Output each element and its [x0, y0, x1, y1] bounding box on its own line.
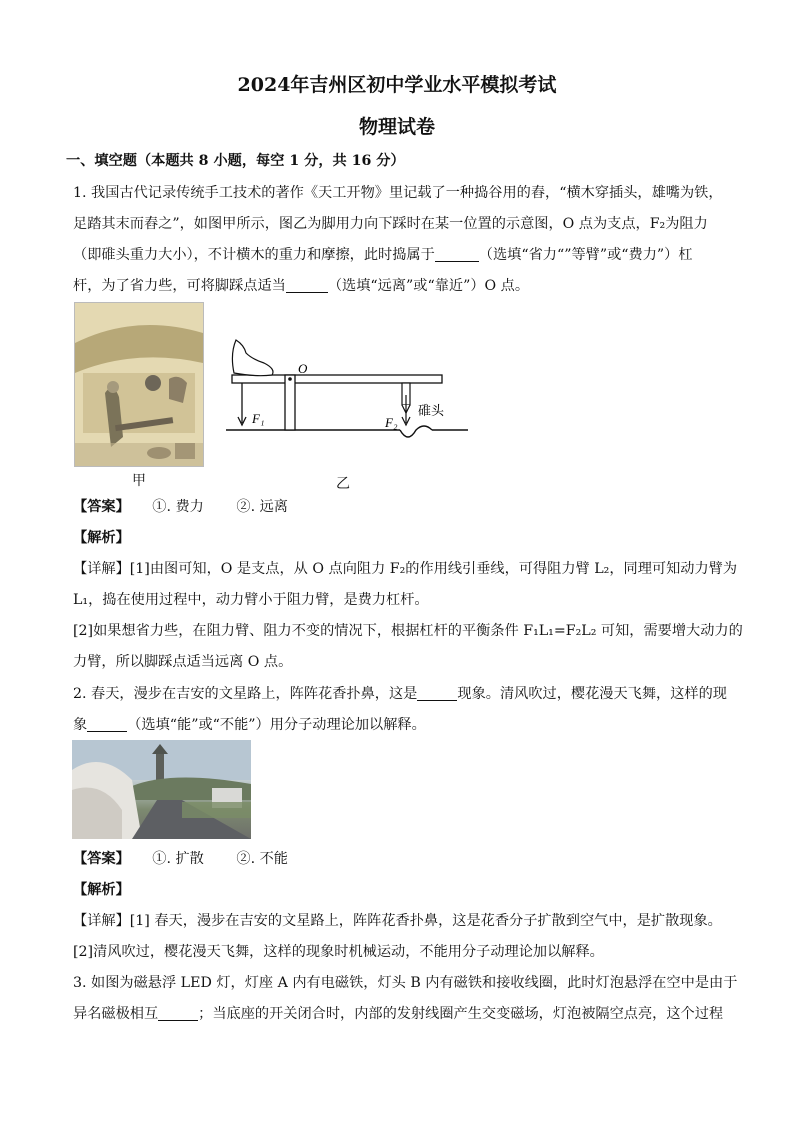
q3-line2-b: ；当底座的开关闭合时，内部的发射线圈产生交变磁场，灯泡被隔空点亮，这个过程	[198, 1006, 724, 1022]
q2-analysis-tag: 【解析】	[73, 882, 130, 898]
q2-line1-b: 现象。清风吹过，樱花漫天飞舞，这样的现	[457, 686, 727, 702]
mortar-pit	[400, 426, 432, 437]
figure-jia-illustration	[74, 302, 204, 467]
page-title: 2024年吉州区初中学业水平模拟考试	[237, 74, 557, 96]
q2-line2-a: 象	[73, 717, 88, 733]
q3-line2-a: 异名磁极相互	[73, 1006, 159, 1022]
q1-answer-1: ①. 费力	[152, 499, 204, 515]
section-heading: 一、填空题（本题共 8 小题，每空 1 分，共 16 分）	[66, 153, 405, 169]
q1-line3-b: （选填“省力“”等臂”或“费力”）杠	[478, 247, 693, 263]
q1-detail-2: L₁，捣在使用过程中，动力臂小于阻力臂，是费力杠杆。	[73, 592, 429, 608]
q1-line3	[73, 244, 693, 264]
foot-shape	[232, 340, 273, 376]
label-hammer: 碓头	[418, 403, 445, 418]
figure-yi-lever-diagram	[222, 335, 472, 440]
figure-street-photo	[72, 740, 251, 839]
q2-blank2[interactable]	[87, 717, 127, 732]
q3-line1: 3. 如图为磁悬浮 LED 灯，灯座 A 内有电磁铁，灯头 B 内有磁铁和接收线圈，此时灯泡悬浮在空中是由于	[73, 975, 738, 991]
q1-detail-1: 【详解】[1]由图可知，O 是支点，从 O 点向阻力 F₂的作用线引垂线，可得阻力臂 L₂，同理可知动力臂为	[73, 561, 738, 577]
q1-line4-a: 杆，为了省力些，可将脚踩点适当	[73, 278, 286, 294]
q2-line2-b: （选填“能”或“不能”）用分子动理论加以解释。	[127, 717, 426, 733]
q1-blank1[interactable]	[435, 247, 479, 262]
label-O: O	[298, 361, 308, 376]
q1-line3-a: （即碓头重力大小），不计横木的重力和摩擦，此时捣属于	[73, 247, 435, 263]
label-F1: F₁	[252, 411, 265, 426]
q2-answer-1: ①. 扩散	[152, 851, 204, 867]
q1-detail-4: 力臂，所以脚踩点适当远离 O 点。	[73, 654, 293, 670]
q2-line2	[73, 714, 426, 734]
fulcrum-point	[288, 377, 292, 381]
q3-line2	[73, 1003, 723, 1023]
q1-blank2[interactable]	[286, 278, 328, 293]
q2-line1-a: 2. 春天，漫步在吉安的文星路上，阵阵花香扑鼻，这是	[73, 686, 418, 702]
q1-answer	[73, 496, 288, 516]
q1-line1: 1. 我国古代记录传统手工技术的著作《天工开物》里记载了一种捣谷用的舂，“横木穿插头，雄嘴为铁，	[73, 185, 723, 201]
q2-answer	[73, 848, 288, 868]
figure-yi-label: 乙	[336, 476, 350, 492]
q2-blank1[interactable]	[417, 686, 457, 701]
answer-tag: 【答案】	[73, 499, 130, 515]
street-photo-drawing	[72, 740, 251, 839]
q2-answer-2: ②. 不能	[236, 851, 288, 867]
q3-blank1[interactable]	[158, 1006, 198, 1021]
q1-line4	[73, 275, 529, 295]
page-subtitle: 物理试卷	[358, 116, 435, 138]
q1-line4-b: （选填“远离”或“靠近”）O 点。	[327, 278, 530, 294]
q1-line2: 足踏其末而舂之”，如图甲所示，图乙为脚用力向下踩时在某一位置的示意图，O 点为支点，F₂为阻力	[73, 216, 708, 232]
q2-answer-tag: 【答案】	[73, 851, 130, 867]
label-F2: F₂	[385, 415, 398, 430]
q2-line1	[73, 683, 727, 703]
figure-jia-label: 甲	[132, 473, 146, 489]
q1-detail-3: [2]如果想省力些，在阻力臂、阻力不变的情况下，根据杠杆的平衡条件 F₁L₁=F₂L₂ 可知，需要增大动力的	[73, 623, 743, 639]
q1-answer-2: ②. 远离	[236, 499, 288, 515]
figure-jia-drawing	[75, 303, 203, 466]
fulcrum-post	[285, 375, 295, 430]
q2-detail-2: [2]清风吹过，樱花漫天飞舞，这样的现象时机械运动，不能用分子动理论加以解释。	[73, 944, 604, 960]
q2-detail-1: 【详解】[1] 春天，漫步在吉安的文星路上，阵阵花香扑鼻，这是花香分子扩散到空气中，是扩散现象。	[73, 913, 722, 929]
q1-analysis-tag: 【解析】	[73, 530, 130, 546]
